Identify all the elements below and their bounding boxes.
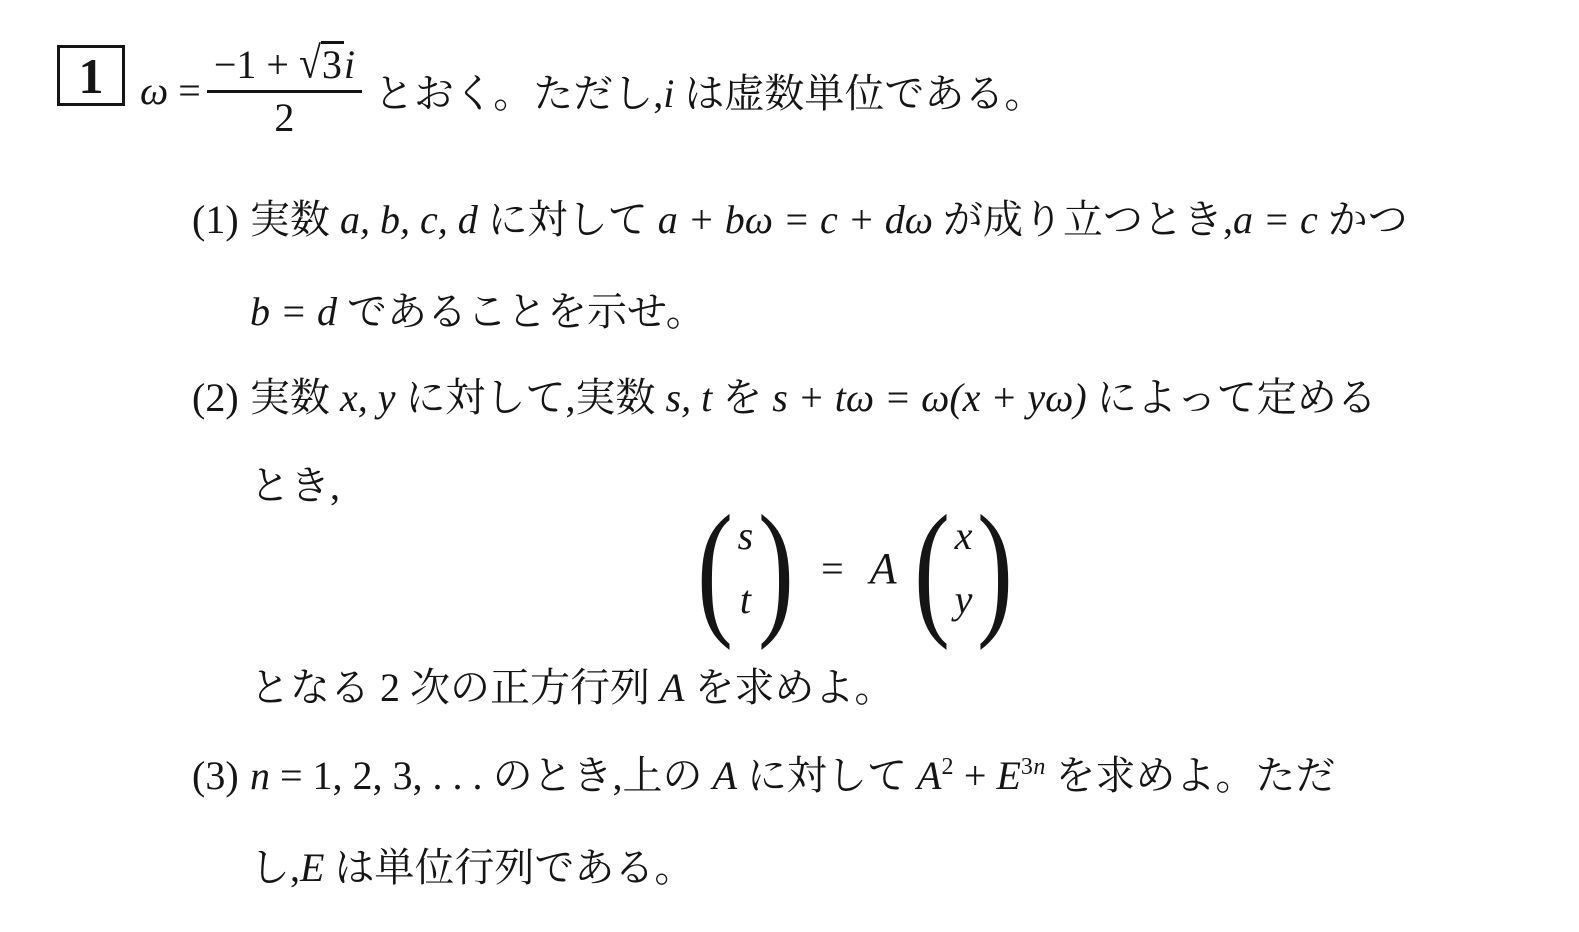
text-segment: a, b, c, d [340,197,478,242]
rhs-vector-entry-y: y [954,577,973,622]
text-segment: のとき,上の [492,753,713,798]
text-segment: を求めよ。 [684,665,895,710]
item-1-text-1 [250,197,1408,242]
text-segment: とき, [250,463,340,508]
omega-fraction [207,36,362,140]
open-paren-lhs: ( [696,485,733,651]
text-segment: が成り立つとき, [932,197,1233,242]
text-segment: a + bω = c + dω [657,197,933,242]
matrix-symbol-A: A [869,543,897,593]
text-segment: となる [250,665,380,710]
omega-definition-lhs [140,67,201,114]
text-segment: 実数 [250,197,340,242]
item-3-line-1 [192,752,1335,800]
text-segment: √ [298,36,321,88]
text-segment: とおく。ただし, [374,70,664,116]
text-segment: n [1033,754,1046,781]
text-segment: b = d [250,289,337,334]
item-3-text-2 [250,845,694,890]
equals-sign: = [821,545,844,591]
text-segment: に対して [737,753,917,798]
text-segment: によって定める [1086,375,1377,420]
rhs-column-vector [951,513,977,622]
text-segment: = [168,67,201,113]
header-tail-text [374,62,1044,119]
item-2-label: (2) [192,375,239,420]
item-2-line-1 [192,374,1377,422]
text-segment: x, y [340,375,396,420]
text-segment: であることを示せ。 [337,289,706,334]
text-segment: n [250,753,270,798]
text-segment: + [953,753,997,798]
lhs-vector-entry-t: t [739,577,751,622]
text-segment: a = c [1232,197,1318,242]
text-segment: は虚数単位である。 [674,70,1045,116]
text-segment: s, t [665,375,713,420]
item-3-label: (3) [192,753,239,798]
lhs-column-vector [734,513,758,622]
close-paren-lhs: ) [758,485,795,651]
fraction-numerator [207,36,362,90]
text-segment: 実数 [250,375,340,420]
text-segment: し, [250,845,300,890]
lhs-vector-entry-s: s [737,513,754,558]
text-segment: i [663,70,675,116]
item-3-line-2 [250,844,694,892]
fraction-denominator: 2 [274,94,295,140]
text-segment: −1 + [213,41,299,87]
problem-number: 1 [78,47,104,104]
text-segment: A [712,753,737,798]
problem-number-box [57,45,125,106]
text-segment: を [712,375,773,420]
close-paren-rhs: ) [977,485,1014,651]
item-1-line-1 [192,196,1408,244]
text-segment: E [300,845,325,890]
open-paren-rhs: ( [913,485,950,651]
text-segment: A [917,753,942,798]
text-segment: を求めよ。ただ [1045,753,1336,798]
text-segment: 3 [1020,754,1034,781]
rhs-vector-entry-x: x [954,513,973,558]
text-segment: 次の正方行列 [400,665,660,710]
text-segment: かつ [1317,197,1408,242]
text-segment: 3 [321,41,342,87]
text-segment: 2 [941,754,954,781]
item-2-text-1 [250,375,1377,420]
text-segment: E [996,753,1021,798]
item-1-text-2 [250,289,706,334]
item-1-label: (1) [192,197,239,242]
text-segment: ω [140,67,169,113]
text-segment: A [660,665,685,710]
text-segment: 2 [380,665,400,710]
text-segment: は単位行列である。 [324,845,695,890]
item-3-text-1 [250,753,1335,798]
text-segment: に対して [477,197,658,242]
item-2-text-3 [250,665,894,710]
text-segment: s + tω = ω(x + yω) [772,375,1087,420]
problem-statement-header [140,36,1044,144]
item-2-line-3 [250,664,894,712]
text-segment: i [343,41,356,87]
text-segment: に対して,実数 [395,375,666,420]
item-1-line-2 [250,288,706,336]
text-segment: = 1, 2, 3, . . . [270,753,493,798]
